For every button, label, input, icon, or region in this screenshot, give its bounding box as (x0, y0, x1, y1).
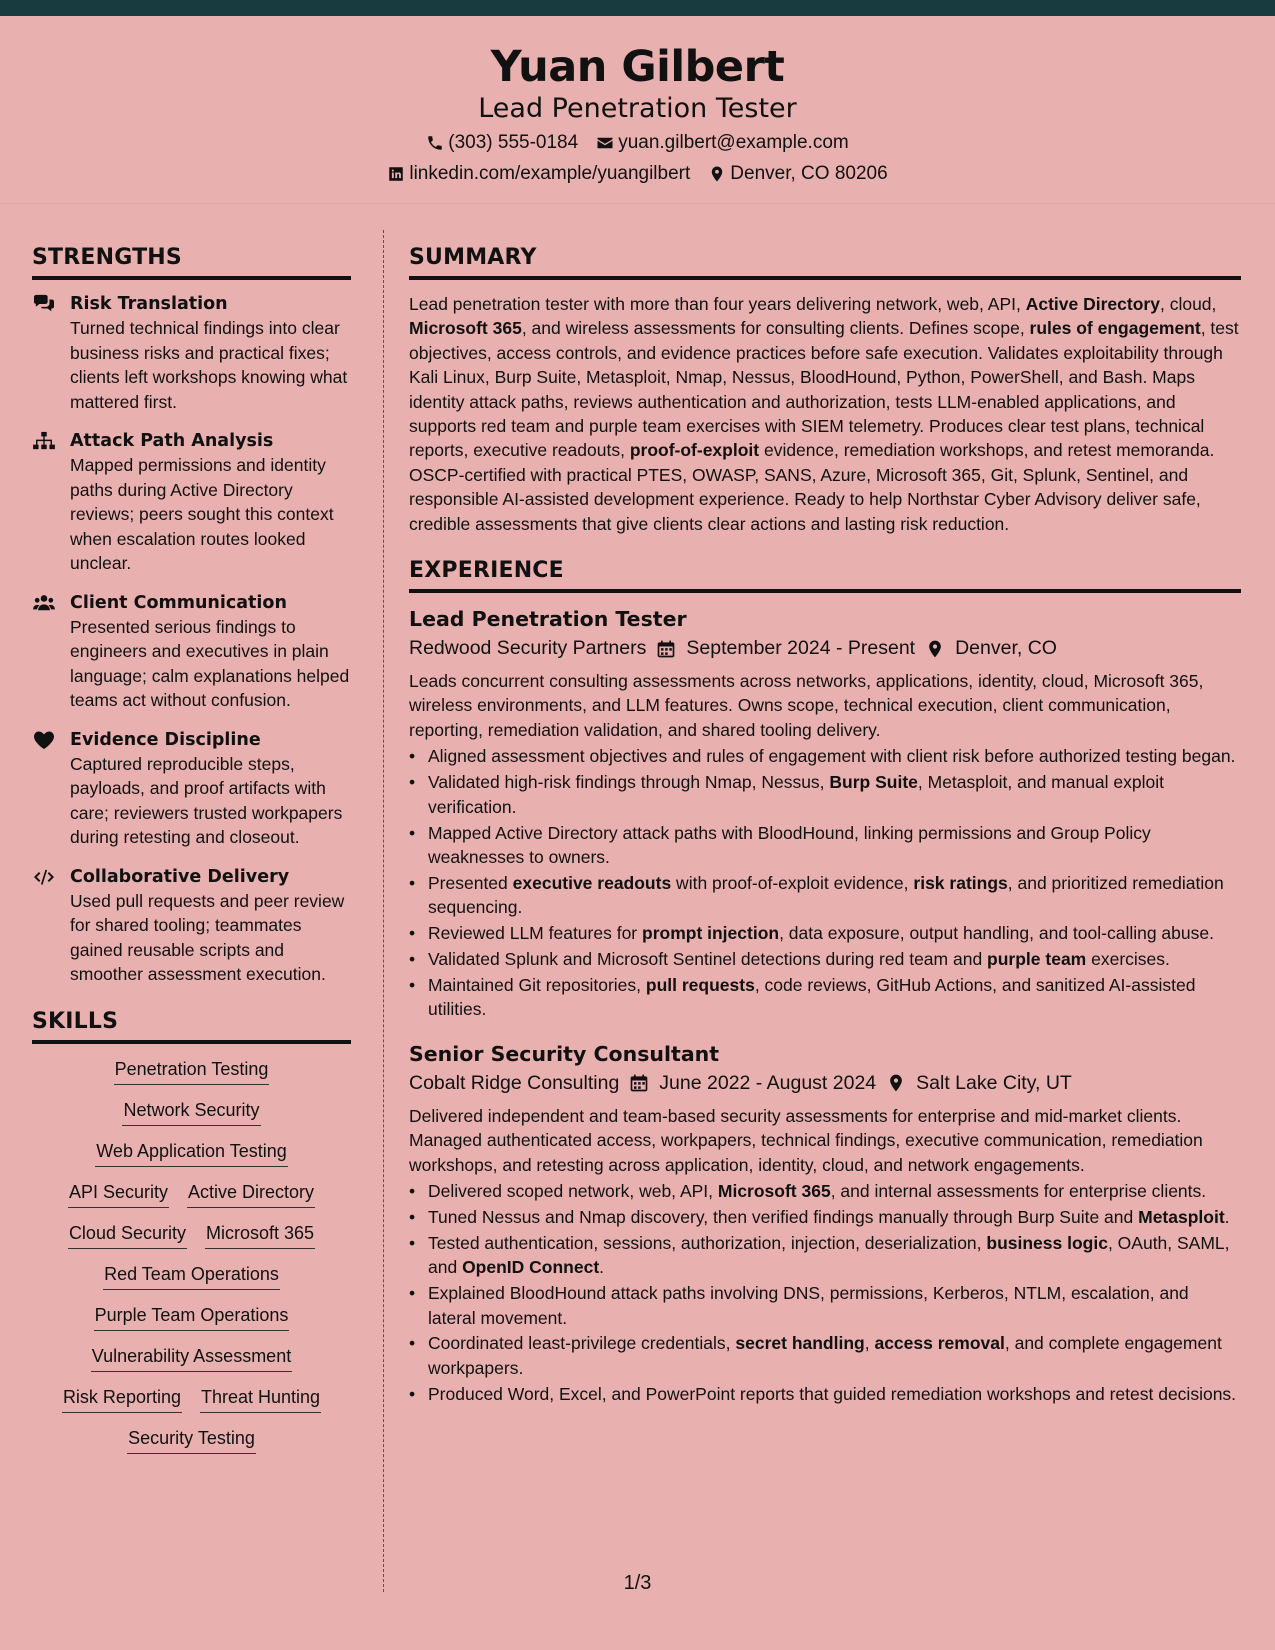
strength-description: Mapped permissions and identity paths during Active Directory reviews; peers sought this context when escalation routes looked unclear. (70, 455, 334, 573)
map-pin-icon (925, 639, 945, 659)
job-meta (409, 637, 1241, 660)
linkedin-icon (387, 165, 405, 183)
right-column (409, 245, 1241, 1424)
summary-text: Lead penetration tester with more than four years delivering network, web, API, Active Directory, cloud, Microsoft 365, and wireless assessments for consulting clients. Defines scope, rules of engagement, test objectives, access controls, and evidence practices before safe execution. Validates exploitability through Kali Linux, Burp Suite, Metasploit, Nmap, Nessus, BloodHound, Python, PowerShell, and Bash. Maps identity attack paths, reviews authentication and authorization, tests LLM-enabled applications, and supports red team and purple team exercises with SIEM telemetry. Produces clear test plans, technical reports, executive readouts, proof-of-exploit evidence, remediation workshops, and retest memoranda. OSCP-certified with practical PTES, OWASP, SANS, Azure, Microsoft 365, Git, Splunk, Sentinel, and responsible AI-assisted development experience. Ready to help Northstar Cyber Advisory deliver safe, credible assessments that give clients clear actions and lasting risk reduction. (409, 294, 1239, 534)
sitemap-icon (32, 429, 58, 576)
skills-list (32, 1057, 351, 1454)
list-item: • Validated Splunk and Microsoft Sentinel detections during red team and purple team exercises. (409, 947, 1241, 971)
job-entry (409, 1040, 1241, 1406)
skill-row (32, 1385, 351, 1413)
heart-icon (32, 728, 58, 850)
contact-row-2 (0, 163, 1275, 185)
skill-row (32, 1139, 351, 1167)
skill-tag: API Security (68, 1180, 169, 1208)
list-item: • Presented executive readouts with proof-of-exploit evidence, risk ratings, and prioritized remediation sequencing. (409, 871, 1241, 920)
column-divider (383, 230, 384, 1592)
list-item: • Tuned Nessus and Nmap discovery, then verified findings manually through Burp Suite and Metasploit. (409, 1205, 1241, 1229)
phone-text: (303) 555-0184 (448, 131, 579, 153)
skill-tag: Red Team Operations (103, 1262, 280, 1290)
skill-tag: Security Testing (127, 1426, 256, 1454)
page-number: 1/3 (623, 1572, 652, 1594)
job-description: Delivered independent and team-based security assessments for enterprise and mid-market clients. Managed authenticated access, workpapers, technical findings, executive communication, remediation workshops, and retesting across application, identity, cloud, and network engagements. (409, 1105, 1203, 1175)
top-accent-bar (0, 0, 1275, 16)
list-item: • Validated high-risk findings through Nmap, Nessus, Burp Suite, Metasploit, and manual exploit verification. (409, 770, 1241, 819)
skill-row (32, 1057, 351, 1085)
code-icon (32, 865, 58, 987)
list-item: • Aligned assessment objectives and rules of engagement with client risk before authorized testing began. (409, 744, 1241, 768)
list-item: • Mapped Active Directory attack paths with BloodHound, linking permissions and Group Policy weaknesses to owners. (409, 821, 1241, 870)
strength-title: Attack Path Analysis (70, 431, 274, 451)
map-pin-icon (886, 1073, 906, 1093)
skill-row (32, 1098, 351, 1126)
job-bullets (409, 1179, 1241, 1406)
skill-tag: Threat Hunting (200, 1385, 321, 1413)
list-item: • Coordinated least-privilege credentials, secret handling, access removal, and complete engagement workpapers. (409, 1331, 1241, 1380)
candidate-title: Lead Penetration Tester (478, 93, 797, 125)
email-text: yuan.gilbert@example.com (618, 131, 849, 153)
job-bullets (409, 744, 1241, 1021)
skill-tag: Web Application Testing (95, 1139, 287, 1167)
job-dates: June 2022 - August 2024 (659, 1071, 877, 1094)
strength-item (32, 591, 351, 713)
experience-heading: EXPERIENCE (409, 558, 1241, 593)
strength-description: Used pull requests and peer review for shared tooling; teammates gained reusable scripts and smoother assessment execution. (70, 890, 345, 984)
skill-tag: Vulnerability Assessment (91, 1344, 292, 1372)
skill-tag: Penetration Testing (114, 1057, 270, 1085)
job-meta (409, 1072, 1241, 1095)
skill-row (32, 1303, 351, 1331)
strength-title: Client Communication (70, 592, 287, 613)
job-location: Salt Lake City, UT (916, 1071, 1072, 1094)
skill-row (32, 1221, 351, 1249)
job-entry (409, 605, 1241, 1022)
map-pin-icon (708, 165, 726, 183)
list-item: • Explained BloodHound attack paths involving DNS, permissions, Kerberos, NTLM, escalation, and lateral movement. (409, 1281, 1241, 1330)
strength-description: Captured reproducible steps, payloads, and proof artifacts with care; reviewers trusted workpapers during retesting and closeout. (70, 753, 343, 847)
phone-icon (426, 134, 444, 152)
strength-title: Risk Translation (70, 294, 228, 314)
strength-item (32, 865, 351, 987)
summary-heading: SUMMARY (409, 245, 1241, 280)
calendar-icon (656, 639, 676, 659)
skill-row (32, 1344, 351, 1372)
skill-tag: Cloud Security (68, 1221, 187, 1249)
comments-icon (32, 292, 58, 414)
strength-item (32, 728, 351, 850)
job-dates: September 2024 - Present (686, 637, 916, 660)
candidate-name: Yuan Gilbert (490, 42, 785, 92)
email-contact[interactable] (596, 132, 849, 154)
list-item: • Tested authentication, sessions, authorization, injection, deserialization, business logic, OAuth, SAML, and OpenID Connect. (409, 1231, 1241, 1280)
list-item: • Delivered scoped network, web, API, Microsoft 365, and internal assessments for enterprise clients. (409, 1179, 1241, 1203)
skills-heading: SKILLS (32, 1009, 351, 1044)
skill-row (32, 1180, 351, 1208)
location-contact (708, 163, 887, 185)
skill-tag: Risk Reporting (62, 1385, 182, 1413)
strength-title: Collaborative Delivery (70, 866, 290, 887)
experience-list (409, 605, 1241, 1406)
contact-row-1 (0, 132, 1275, 154)
phone-contact[interactable] (426, 132, 578, 154)
skill-tag: Microsoft 365 (205, 1221, 315, 1249)
company-name: Redwood Security Partners (409, 637, 647, 660)
linkedin-contact[interactable] (387, 163, 690, 185)
skill-row (32, 1426, 351, 1454)
strength-item (32, 429, 351, 576)
location-text: Denver, CO 80206 (730, 162, 888, 184)
skill-tag: Purple Team Operations (94, 1303, 290, 1331)
job-location: Denver, CO (955, 637, 1057, 660)
skill-tag: Network Security (122, 1098, 260, 1126)
job-title: Senior Security Consultant (409, 1041, 720, 1066)
list-item: • Reviewed LLM features for prompt injection, data exposure, output handling, and tool-calling abuse. (409, 921, 1241, 945)
strength-title: Evidence Discipline (70, 729, 261, 750)
users-icon (32, 591, 58, 713)
linkedin-text: linkedin.com/example/yuangilbert (409, 162, 691, 184)
strengths-heading: STRENGTHS (32, 245, 351, 280)
strength-item (32, 292, 351, 414)
calendar-icon (629, 1073, 649, 1093)
job-description: Leads concurrent consulting assessments across networks, applications, identity, cloud, Microsoft 365, wireless environments, and LLM features. Owns scope, technical execution, client communication, reporting, remediation validation, and shared tooling delivery. (409, 671, 1204, 740)
envelope-icon (596, 134, 614, 152)
job-title: Lead Penetration Tester (409, 607, 687, 632)
list-item: • Produced Word, Excel, and PowerPoint reports that guided remediation workshops and retest decisions. (409, 1382, 1241, 1406)
list-item: • Maintained Git repositories, pull requests, code reviews, GitHub Actions, and sanitized AI-assisted utilities. (409, 973, 1241, 1022)
strength-description: Presented serious findings to engineers and executives in plain language; calm explanations helped teams act without confusion. (70, 616, 350, 710)
skills-section (32, 1009, 351, 1454)
skill-tag: Active Directory (187, 1180, 315, 1208)
resume-header (0, 16, 1275, 204)
company-name: Cobalt Ridge Consulting (409, 1071, 620, 1094)
strengths-list (32, 292, 351, 987)
left-column (32, 245, 351, 1454)
skill-row (32, 1262, 351, 1290)
strength-description: Turned technical findings into clear business risks and practical fixes; clients left workshops knowing what mattered first. (70, 318, 348, 412)
